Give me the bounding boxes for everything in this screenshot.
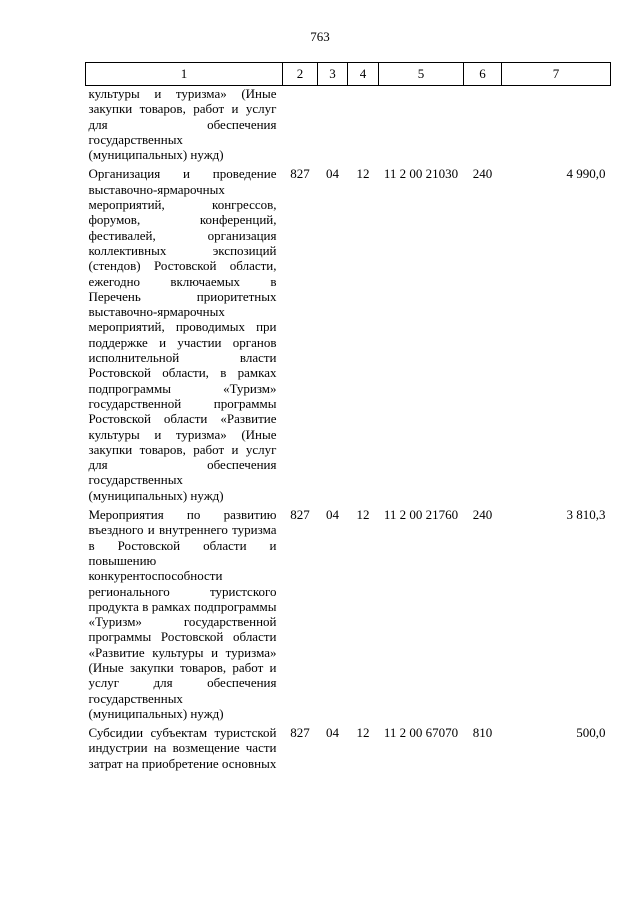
row-amount [502, 86, 611, 167]
row-section-code: 04 [326, 725, 339, 741]
row-expense-type: 810 [472, 725, 493, 741]
table-row [86, 507, 611, 725]
row-expense-type [464, 86, 502, 167]
row-ministry-code [283, 86, 318, 167]
row-subsection-code [348, 86, 379, 167]
row-target-article [379, 86, 464, 167]
column-header-7: 7 [502, 63, 611, 86]
row-section-code: 04 [326, 166, 339, 182]
row-expense-type: 240 [472, 166, 493, 182]
table-row [86, 166, 611, 507]
row-subsection-code: 12 [356, 725, 370, 741]
row-target-article: 11 2 00 21030 [383, 166, 459, 182]
row-expense-type: 240 [472, 507, 493, 523]
column-header-1: 1 [86, 63, 283, 86]
row-section-code: 04 [326, 507, 339, 523]
table-row [86, 86, 611, 167]
row-ministry-code: 827 [290, 166, 310, 182]
column-header-5: 5 [379, 63, 464, 86]
column-header-3: 3 [318, 63, 348, 86]
row-amount: 3 810,3 [566, 507, 606, 523]
row-description: Организация и проведение выставочно-ярмарочных мероприятий, конгрессов, форумов, конференций, фестивалей, организация коллективных экспозиций (стендов) Ростовской области, ежегодно включаемых в Перечень приоритетных выставочно-ярмарочных мероприятий, проводимых при поддержке и участии органов исполнительной власти Ростовской области, в рамках подпрограммы «Туризм» государственной программы Ростовской области «Развитие культуры и туризма» (Иные закупки товаров, работ и услуг для обеспечения государственных (муниципальных) нужд) [88, 166, 277, 503]
row-description: культуры и туризма» (Иные закупки товаров, работ и услуг для обеспечения государственных (муниципальных) нужд) [88, 86, 277, 163]
column-header-6: 6 [464, 63, 502, 86]
table-row [86, 725, 611, 775]
row-ministry-code: 827 [290, 725, 310, 741]
row-section-code [318, 86, 348, 167]
page-number: 763 [310, 29, 330, 44]
column-header-4: 4 [348, 63, 379, 86]
header-row [86, 63, 611, 86]
row-amount: 500,0 [576, 725, 606, 741]
row-target-article: 11 2 00 67070 [383, 725, 459, 741]
row-description: Субсидии субъектам туристской индустрии на возмещение части затрат на приобретение основных [88, 725, 277, 771]
column-header-2: 2 [283, 63, 318, 86]
row-amount: 4 990,0 [566, 166, 606, 182]
budget-table [85, 62, 611, 775]
row-subsection-code: 12 [356, 166, 370, 182]
row-ministry-code: 827 [290, 507, 310, 523]
row-target-article: 11 2 00 21760 [383, 507, 459, 523]
row-subsection-code: 12 [356, 507, 370, 523]
row-description: Мероприятия по развитию въездного и внутреннего туризма в Ростовской области и повышению конкурентоспособности регионального туристского продукта в рамках подпрограммы «Туризм» государственной программы Ростовской области «Развитие культуры и туризма» (Иные закупки товаров, работ и услуг для обеспечения государственных (муниципальных) нужд) [88, 507, 277, 721]
